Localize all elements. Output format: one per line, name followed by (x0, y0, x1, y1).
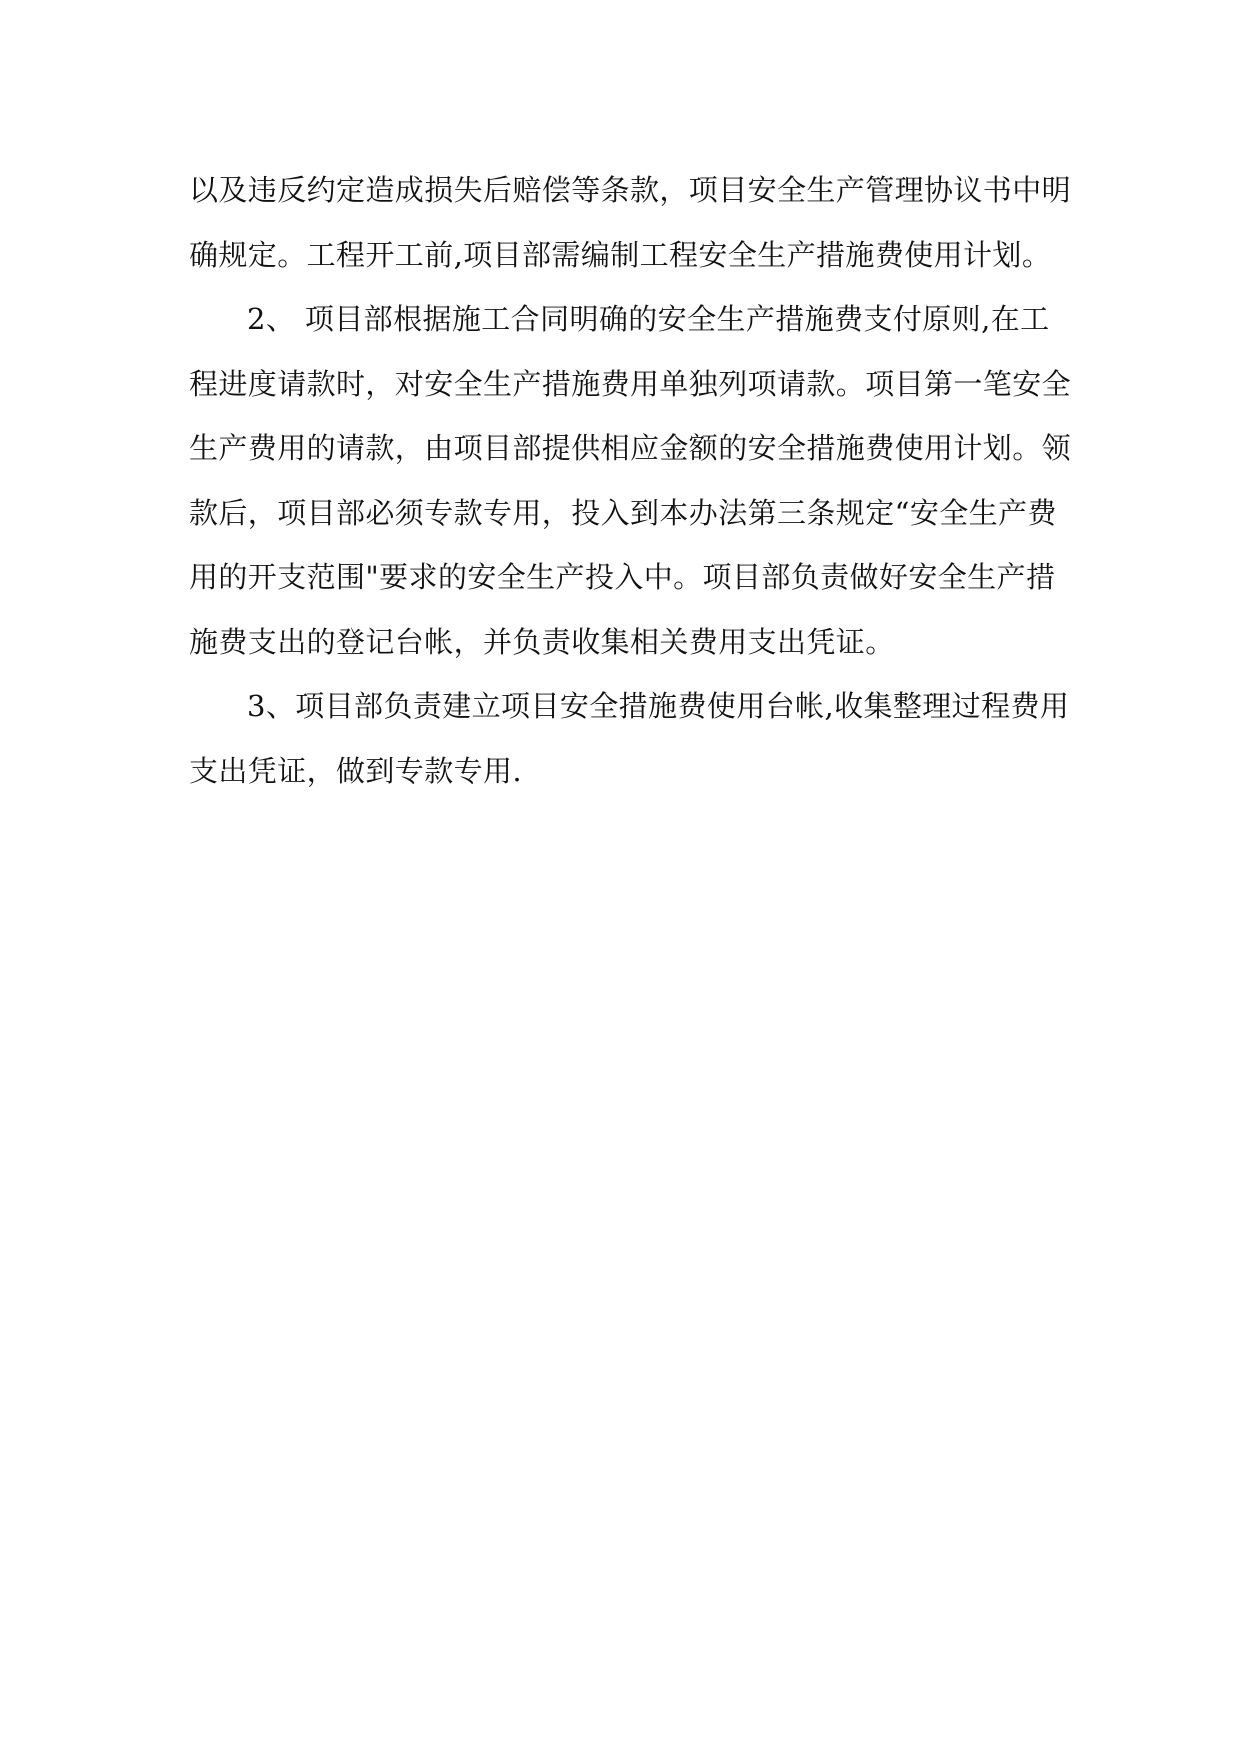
paragraph-1-line-2: 确规定。工程开工前,项目部需编制工程安全生产措施费使用计划。 (189, 237, 1052, 272)
paragraph-2-line-3: 生产费用的请款，由项目部提供相应金额的安全措施费使用计划。领 (189, 431, 1072, 465)
paragraph-3-line-1: 3、项目部负责建立项目安全措施费使用台帐,收集整理过程费用 (247, 689, 1070, 723)
paragraph-1-line-1: 以及违反约定造成损失后赔偿等条款，项目安全生产管理协议书中明 (189, 173, 1072, 207)
paragraph-2-line-2: 程进度请款时，对安全生产措施费用单独列项请款。项目第一笔安全 (189, 366, 1072, 401)
paragraph-2-line-1: 2、 项目部根据施工合同明确的安全生产措施费支付原则,在工 (247, 302, 1050, 336)
paragraph-2-line-5: 用的开支范围"要求的安全生产投入中。项目部负责做好安全生产措 (189, 560, 1056, 594)
paragraph-3-line-2: 支出凭证，做到专款专用. (189, 753, 523, 788)
document-body (189, 158, 1072, 803)
paragraph-2-line-4: 款后，项目部必须专款专用，投入到本办法第三条规定“安全生产费 (189, 495, 1057, 530)
paragraph-2-line-6: 施费支出的登记台帐，并负责收集相关费用支出凭证。 (189, 624, 895, 659)
